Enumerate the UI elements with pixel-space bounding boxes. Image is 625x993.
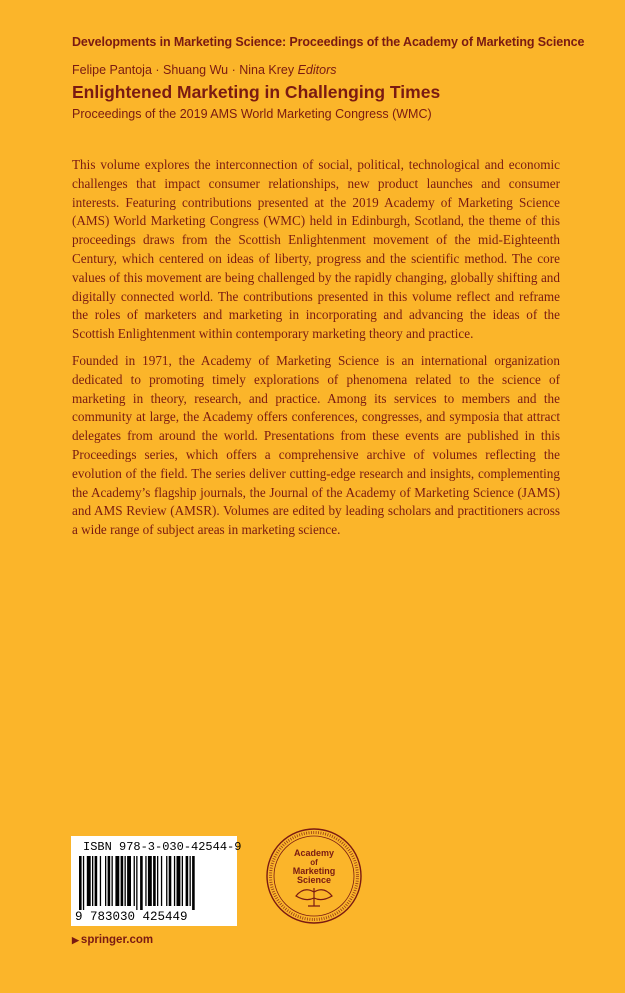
arrow-right-icon: ▶ — [72, 935, 79, 945]
springer-link-text: springer.com — [80, 934, 154, 946]
springer-link[interactable] — [72, 934, 153, 946]
svg-text:Academy: Academy — [293, 848, 335, 858]
barcode-bars — [79, 856, 229, 910]
isbn-label: ISBN 978-3-030-42544-9 — [83, 840, 242, 854]
blurb — [72, 156, 560, 548]
series-title: Developments in Marketing Science: Proceedings of the Academy of Marketing Science — [72, 35, 585, 49]
blurb-paragraph-1: This volume explores the interconnection of social, political, technological and economic challenges that impact consumer relationships, new product launches and consumer interests. Featuring contributions presented at the 2019 Academy of Marketing Science (AMS) World Marketing Congress (WMC) held in Edinburgh, Scotland, the theme of this proceedings draws from the Scottish Enlightenment movement of the mid-Eighteenth Century, which centered on ideas of liberty, progress and the scientific method. The core values of this movement are being challenged by the rapidly changing, globally shifting and digitally connected world. The contributions presented in this volume reflect and reframe the roles of marketers and marketing in incorporating and advancing the ideas of the Scottish Enlightenment within contemporary marketing theory and practice. — [72, 157, 560, 342]
editors-line — [72, 63, 337, 77]
book-subtitle: Proceedings of the 2019 AMS World Marketing Congress (WMC) — [72, 107, 432, 121]
barcode-digits: 9 783030 425449 — [75, 910, 188, 924]
editors-role: Editors — [297, 63, 337, 77]
ams-seal-logo — [264, 826, 364, 926]
blurb-paragraph-2: Founded in 1971, the Academy of Marketing Science is an international organization dedicated to promoting timely explorations of phenomena related to the science of marketing in theory, research, and practice. Among its services to members and the community at large, the Academy offers conferences, congresses, and symposia that attract delegates from around the world. Presentations from these events are published in this Proceedings series, which offers a comprehensive archive of volumes reflecting the evolution of the field. The series deliver cutting-edge research and insights, complementing the Academy’s flagship journals, the Journal of the Academy of Marketing Science (JAMS) and AMS Review (AMSR). Volumes are edited by leading scholars and practitioners across a wide range of subject areas in marketing science. — [72, 352, 560, 538]
svg-text:Science: Science — [296, 875, 332, 885]
isbn-barcode — [71, 836, 242, 926]
book-title: Enlightened Marketing in Challenging Times — [72, 82, 441, 102]
editor-names: Felipe Pantoja · Shuang Wu · Nina Krey — [72, 63, 295, 77]
svg-text:Marketing: Marketing — [292, 866, 336, 876]
svg-text:of: of — [310, 858, 318, 867]
